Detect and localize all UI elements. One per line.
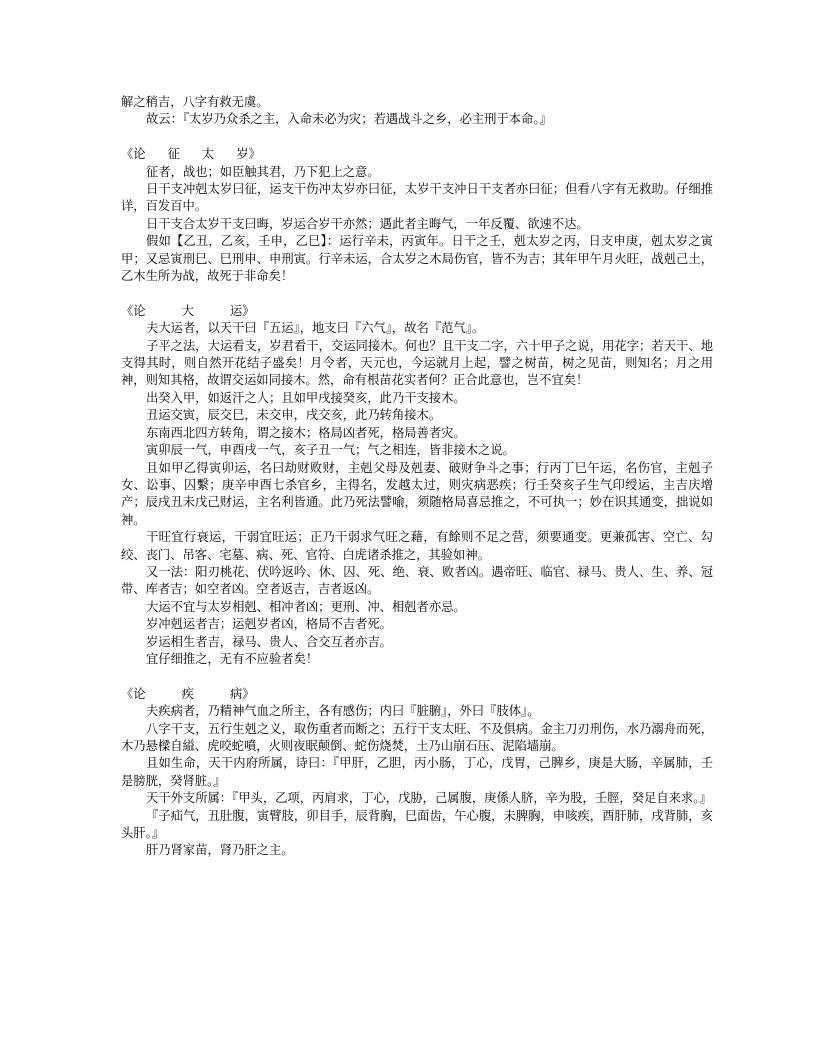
section-heading-ji-bing: [121, 686, 713, 703]
section-heading-da-yun: [121, 303, 713, 320]
heading-part: 《论: [121, 303, 146, 318]
heading-part: 太: [201, 147, 215, 162]
intro-line: 解之稍吉，八字有救无虞。: [121, 95, 269, 109]
paragraph: 且如甲乙得寅卯运，名曰劫财败财，主剋父母及剋妻、破财争斗之事；行丙丁巳午运，名伤官，主剋子女、讼事、囚繫；庚辛申酉七杀官乡，主得名，发越太过，则灾病恶疾；行壬癸亥子生气印绶运，主吉庆增产；辰戌丑未戊己财运，主名利皆通。此乃死法譬喻，须随格局喜忌推之，不可执一；妙在识其通变，拙说如神。: [121, 460, 713, 527]
heading-part: 运》: [229, 303, 255, 318]
paragraph: 干旺宜行衰运，干弱宜旺运；正乃干弱求气旺之藉，有餘则不足之营，须要通变。更兼孤害、空亡、勾绞、丧门、吊客、宅墓、病、死、官符、白虎诸杀推之，其验如神。: [121, 530, 713, 562]
heading-part: 大: [181, 303, 194, 318]
paragraph: 日干支合太岁干支曰晦，岁运合岁干亦然；遇此者主晦气，一年反覆、欲速不达。: [146, 216, 589, 231]
heading-part: 病》: [229, 686, 255, 701]
paragraph: 寅卯辰一气，申酉戌一气，亥子丑一气；气之相连，皆非接木之说。: [146, 443, 515, 458]
paragraph: 子平之法，大运看支，岁君看干，交运同接木。何也？且干支二字，六十甲子之说，用花字；若天干、地支得其时，则自然开花结子盛矣！月令者，天元也，今运就月上起，譬之树苗，树之见苗，则知名；月之用神，则知其格，故谓交运如同接木。然，命有根苗花实者何？正合此意也，岂不宜矣！: [121, 338, 713, 388]
section-heading-zheng-tai-sui: [121, 146, 713, 163]
paragraph: 『子疝气，丑肚腹，寅臂肢，卯目手，辰背胸，巳面齿，午心腹，未脾胸，申咳疾，酉肝肺，戌背肺，亥头肝。』: [121, 808, 713, 841]
text-block: [121, 94, 713, 860]
paragraph: 岁冲剋运者吉；运剋岁者凶，格局不吉者死。: [146, 617, 392, 632]
paragraph: 出癸入甲，如返汗之人；且如甲戌接癸亥，此乃干支接木。: [146, 390, 466, 405]
paragraph: 天干外支所属：『甲头，乙项，丙肩求，丁心，戊胁，己属腹，庚係人脐，辛为股，壬脛，癸足自来求。』: [146, 791, 712, 806]
paragraph: 且如生命，天干内府所属，诗曰：『甲肝，乙胆，丙小肠，丁心，戊胃，己脾乡，庚是大肠，辛属肺，壬是膀胱，癸肾脏。』: [121, 756, 713, 788]
paragraph: 宜仔细推之，无有不应验者矣！: [146, 651, 319, 666]
paragraph: 岁运相生者吉，禄马、贵人、合交互者亦吉。: [146, 634, 392, 649]
paragraph: 征者，战也；如臣触其君，乃下犯上之意。: [146, 164, 380, 179]
paragraph: 八字干支，五行生剋之义，取伤重者而断之；五行干支太旺、不及俱病。金主刀刃刑伤，水乃溺舟而死，木乃悬樑自縊、虎咬蛇噴，火则夜眠颠倒、蛇伤烧焚，土乃山崩石压、泥陷墙崩。: [121, 721, 713, 753]
paragraph: 日干支冲剋太岁曰征，运支干伤冲太岁亦曰征，太岁干支冲日干支者亦曰征；但看八字有无救助。仔细推详，百发百中。: [121, 182, 713, 214]
heading-part: 征: [167, 147, 180, 162]
intro-quote: 故云：『太岁乃众杀之主，入命未必为灾；若遇战斗之乡，必主刑于本命。』: [146, 112, 552, 127]
paragraph: 夫疾病者，乃精神气血之所主，各有感伤；内曰『脏腑』，外曰『肢体』。: [146, 704, 540, 719]
paragraph: 肝乃肾家苗，肾乃肝之主。: [146, 843, 294, 858]
paragraph: 大运不宜与太岁相剋、相冲者凶；更刑、冲、相剋者亦忌。: [146, 599, 466, 614]
paragraph: 丑运交寅，辰交巳，未交申，戌交亥，此乃转角接木。: [146, 408, 442, 423]
paragraph: 东南西北四方转角，谓之接木；格局凶者死，格局善者灾。: [146, 425, 466, 440]
heading-part: 《论: [121, 686, 146, 701]
paragraph: 又一法：阳刃桃花、伏吟返吟、休、囚、死、绝、衰、败者凶。遇帝旺、临官、禄马、贵人、生、养、冠带、库者吉；如空者凶。空者返吉，吉者返凶。: [121, 564, 713, 597]
heading-part: 岁》: [236, 147, 261, 162]
paragraph: 夫大运者，以天干曰『五运』，地支曰『六气』，故名『范气』。: [146, 321, 485, 336]
heading-part: 《论: [121, 147, 146, 162]
heading-part: 疾: [181, 686, 194, 701]
paragraph: 假如【乙丑，乙亥，壬申，乙巳】：运行辛未，丙寅年。日干之壬，剋太岁之丙，日支申庚，剋太岁之寅甲；又忌寅刑巳、巳刑申、申刑寅。行辛未运，合太岁之木局伤官，皆不为吉；其年甲午月火旺，战剋己土，乙木生所为战，故死于非命矣！: [121, 234, 713, 284]
